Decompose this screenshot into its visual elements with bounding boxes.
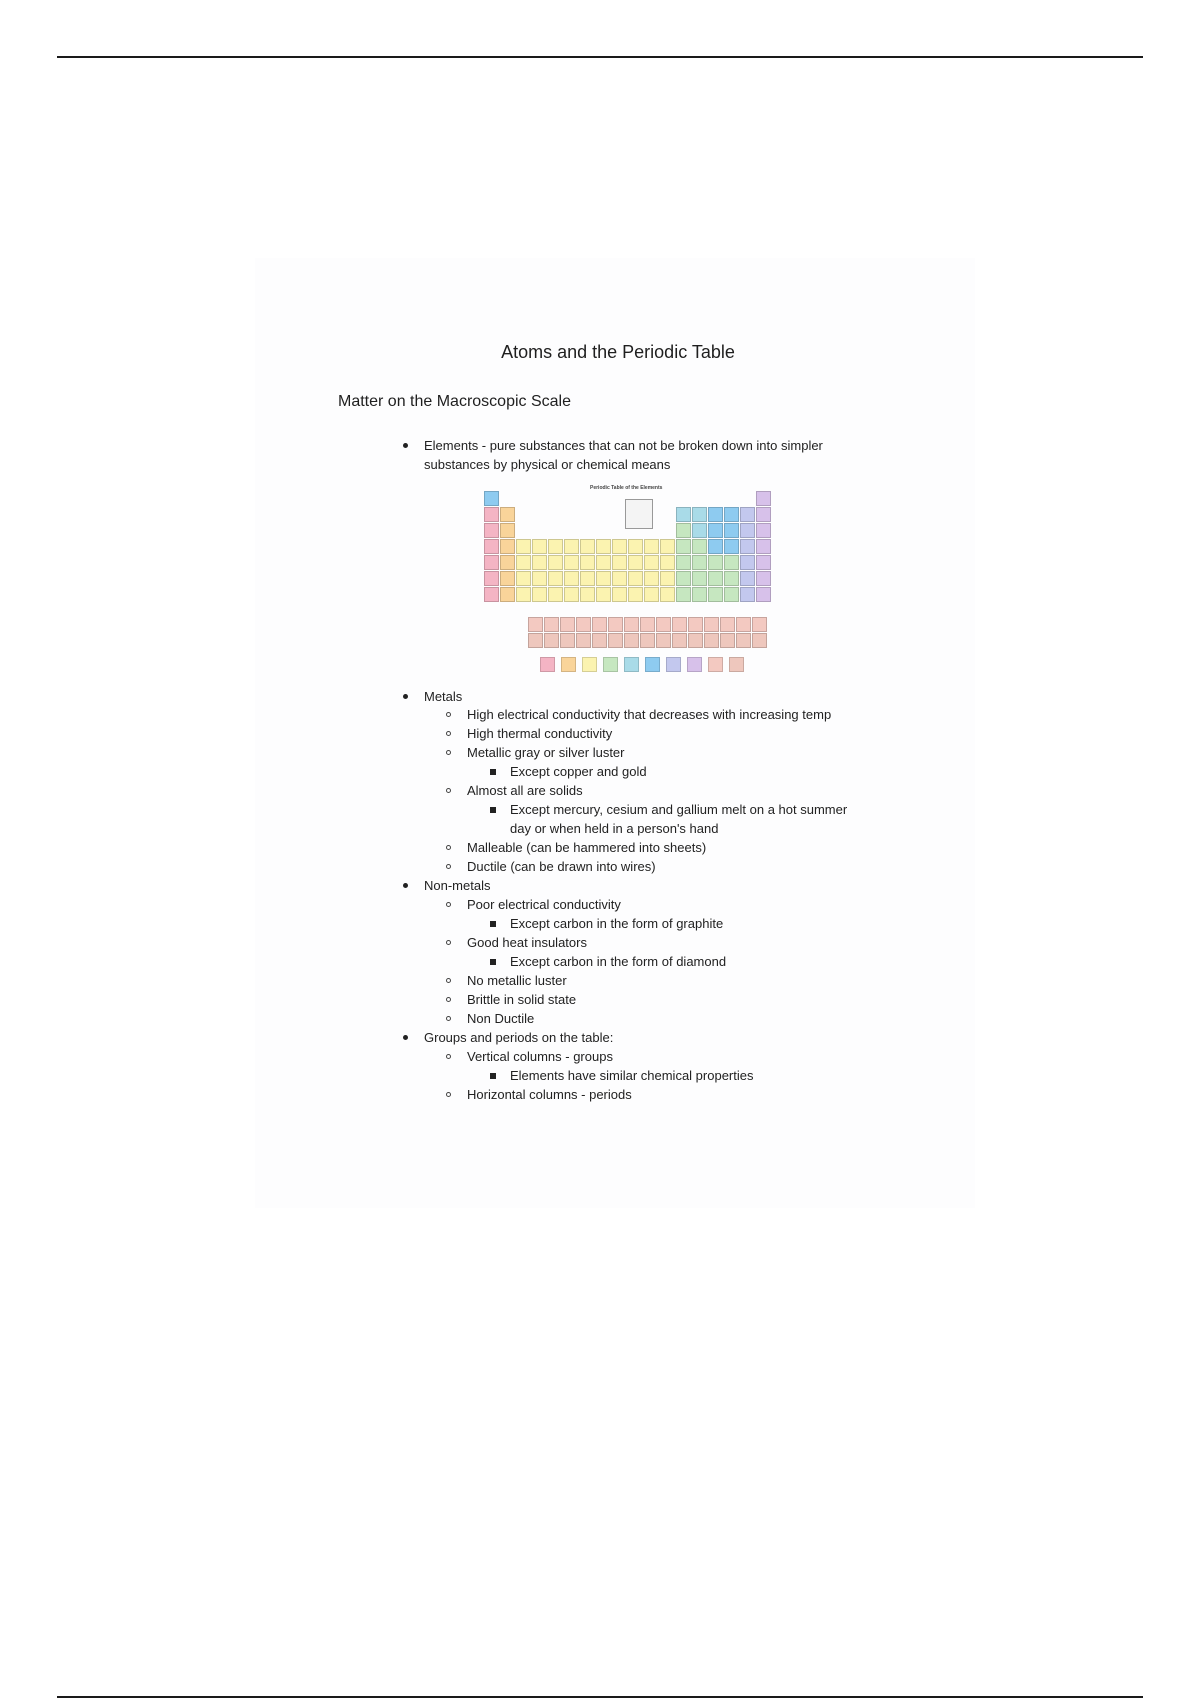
element-cell bbox=[628, 539, 643, 554]
list-item-text: Malleable (can be hammered into sheets) bbox=[467, 840, 707, 855]
element-cell bbox=[676, 571, 691, 586]
element-cell bbox=[532, 587, 547, 602]
element-cell bbox=[612, 555, 627, 570]
element-cell bbox=[644, 587, 659, 602]
element-cell bbox=[564, 571, 579, 586]
element-cell bbox=[516, 539, 531, 554]
list-item-text: Metallic gray or silver luster bbox=[467, 745, 625, 760]
element-cell bbox=[532, 571, 547, 586]
bullet-circle-icon bbox=[446, 712, 451, 717]
list-item-text: Except mercury, cesium and gallium melt on a hot summer bbox=[510, 802, 848, 817]
element-cell bbox=[612, 587, 627, 602]
element-cell bbox=[484, 507, 499, 522]
bullet-disc-icon bbox=[403, 883, 408, 888]
element-cell bbox=[516, 587, 531, 602]
element-cell bbox=[644, 539, 659, 554]
element-cell bbox=[516, 555, 531, 570]
bullet-circle-icon bbox=[446, 978, 451, 983]
periodic-table-image bbox=[480, 483, 802, 681]
list-item-text: Non-metals bbox=[424, 878, 491, 893]
element-cell bbox=[500, 539, 515, 554]
element-cell bbox=[592, 633, 607, 648]
list-item-text: Poor electrical conductivity bbox=[467, 897, 621, 912]
element-cell bbox=[708, 571, 723, 586]
list-item-text: Brittle in solid state bbox=[467, 992, 577, 1007]
list-item-text: Except copper and gold bbox=[510, 764, 647, 779]
legend-swatch bbox=[603, 657, 618, 672]
element-cell bbox=[500, 571, 515, 586]
element-cell bbox=[752, 633, 767, 648]
element-cell bbox=[544, 617, 559, 632]
element-cell bbox=[608, 633, 623, 648]
element-cell bbox=[528, 617, 543, 632]
element-cell bbox=[724, 571, 739, 586]
element-cell bbox=[656, 633, 671, 648]
element-cell bbox=[756, 491, 771, 506]
element-cell bbox=[756, 555, 771, 570]
element-cell bbox=[548, 587, 563, 602]
element-cell bbox=[580, 587, 595, 602]
element-cell bbox=[708, 523, 723, 538]
element-cell bbox=[564, 555, 579, 570]
element-cell bbox=[756, 587, 771, 602]
element-cell bbox=[576, 617, 591, 632]
element-cell bbox=[756, 539, 771, 554]
element-cell bbox=[548, 539, 563, 554]
element-cell bbox=[596, 555, 611, 570]
element-cell bbox=[736, 633, 751, 648]
list-item-text: Metals bbox=[424, 689, 463, 704]
element-cell bbox=[676, 523, 691, 538]
element-cell bbox=[660, 555, 675, 570]
list-item-text: substances by physical or chemical means bbox=[424, 457, 671, 472]
element-cell bbox=[596, 587, 611, 602]
bullet-square-icon bbox=[490, 769, 496, 775]
element-cell bbox=[708, 587, 723, 602]
element-cell bbox=[740, 507, 755, 522]
element-cell bbox=[560, 617, 575, 632]
legend-swatch bbox=[645, 657, 660, 672]
element-cell bbox=[660, 571, 675, 586]
element-cell bbox=[672, 617, 687, 632]
legend-swatch bbox=[729, 657, 744, 672]
bullet-circle-icon bbox=[446, 845, 451, 850]
element-cell bbox=[708, 507, 723, 522]
element-cell bbox=[596, 539, 611, 554]
element-cell bbox=[692, 555, 707, 570]
element-cell bbox=[708, 555, 723, 570]
element-cell bbox=[484, 555, 499, 570]
list-item-text: Except carbon in the form of diamond bbox=[510, 954, 727, 969]
bullet-circle-icon bbox=[446, 997, 451, 1002]
legend-swatch bbox=[540, 657, 555, 672]
list-item-text: Good heat insulators bbox=[467, 935, 587, 950]
element-cell bbox=[720, 617, 735, 632]
periodic-table-title: Periodic Table of the Elements bbox=[590, 485, 663, 491]
list-item-text: Except carbon in the form of graphite bbox=[510, 916, 724, 931]
element-cell bbox=[484, 523, 499, 538]
bullet-disc-icon bbox=[403, 443, 408, 448]
element-cell bbox=[640, 633, 655, 648]
element-cell bbox=[740, 555, 755, 570]
bullet-circle-icon bbox=[446, 1054, 451, 1059]
list-item-text: Horizontal columns - periods bbox=[467, 1087, 632, 1102]
element-cell bbox=[580, 571, 595, 586]
element-cell bbox=[688, 617, 703, 632]
legend-swatch bbox=[561, 657, 576, 672]
element-cell bbox=[596, 571, 611, 586]
element-cell bbox=[484, 571, 499, 586]
element-cell bbox=[528, 633, 543, 648]
bullet-circle-icon bbox=[446, 902, 451, 907]
element-cell bbox=[548, 571, 563, 586]
element-cell bbox=[548, 555, 563, 570]
legend-swatch bbox=[624, 657, 639, 672]
bullet-circle-icon bbox=[446, 750, 451, 755]
element-cell bbox=[484, 539, 499, 554]
list-item-text: Vertical columns - groups bbox=[467, 1049, 613, 1064]
element-cell bbox=[484, 491, 499, 506]
element-cell bbox=[612, 539, 627, 554]
element-cell bbox=[724, 523, 739, 538]
bullet-circle-icon bbox=[446, 1016, 451, 1021]
element-cell bbox=[628, 555, 643, 570]
element-cell bbox=[656, 617, 671, 632]
element-cell bbox=[756, 523, 771, 538]
element-cell bbox=[660, 587, 675, 602]
list-item-text: Ductile (can be drawn into wires) bbox=[467, 859, 656, 874]
element-cell bbox=[724, 587, 739, 602]
element-cell bbox=[628, 571, 643, 586]
legend-swatch bbox=[666, 657, 681, 672]
list-item-text: day or when held in a person's hand bbox=[510, 821, 719, 836]
element-cell bbox=[580, 539, 595, 554]
element-cell bbox=[692, 523, 707, 538]
element-cell bbox=[724, 539, 739, 554]
element-cell bbox=[692, 539, 707, 554]
element-cell bbox=[724, 555, 739, 570]
element-cell bbox=[660, 539, 675, 554]
list-item-text: No metallic luster bbox=[467, 973, 567, 988]
element-cell bbox=[564, 539, 579, 554]
section-heading: Matter on the Macroscopic Scale bbox=[338, 393, 571, 410]
element-cell bbox=[516, 571, 531, 586]
legend-swatch bbox=[708, 657, 723, 672]
element-cell bbox=[708, 539, 723, 554]
bullet-square-icon bbox=[490, 807, 496, 813]
bullet-square-icon bbox=[490, 959, 496, 965]
bullet-circle-icon bbox=[446, 788, 451, 793]
element-cell bbox=[704, 633, 719, 648]
element-cell bbox=[692, 507, 707, 522]
element-cell bbox=[576, 633, 591, 648]
element-cell bbox=[676, 587, 691, 602]
bullet-circle-icon bbox=[446, 1092, 451, 1097]
element-cell bbox=[644, 555, 659, 570]
element-cell bbox=[676, 539, 691, 554]
element-cell bbox=[640, 617, 655, 632]
element-cell bbox=[740, 539, 755, 554]
bullet-circle-icon bbox=[446, 940, 451, 945]
list-item-text: Almost all are solids bbox=[467, 783, 583, 798]
list-item-text: Elements - pure substances that can not be broken down into simpler bbox=[424, 438, 823, 453]
bullet-square-icon bbox=[490, 921, 496, 927]
legend-swatch bbox=[687, 657, 702, 672]
element-cell bbox=[676, 507, 691, 522]
legend-swatch bbox=[582, 657, 597, 672]
element-cell bbox=[612, 571, 627, 586]
element-cell bbox=[740, 571, 755, 586]
list-item-text: Non Ductile bbox=[467, 1011, 535, 1026]
element-cell bbox=[704, 617, 719, 632]
element-cell bbox=[672, 633, 687, 648]
bullet-circle-icon bbox=[446, 864, 451, 869]
element-cell bbox=[740, 523, 755, 538]
element-cell bbox=[500, 523, 515, 538]
element-cell bbox=[752, 617, 767, 632]
element-cell bbox=[500, 555, 515, 570]
element-cell bbox=[644, 571, 659, 586]
page-title: Atoms and the Periodic Table bbox=[501, 342, 735, 362]
element-cell bbox=[756, 507, 771, 522]
bullet-square-icon bbox=[490, 1073, 496, 1079]
element-key-box bbox=[625, 499, 653, 529]
element-cell bbox=[720, 633, 735, 648]
element-cell bbox=[544, 633, 559, 648]
bullet-disc-icon bbox=[403, 694, 408, 699]
element-cell bbox=[624, 633, 639, 648]
list-item-text: High thermal conductivity bbox=[467, 726, 613, 741]
element-cell bbox=[724, 507, 739, 522]
element-cell bbox=[692, 587, 707, 602]
bottom-rule bbox=[57, 1696, 1143, 1698]
top-rule bbox=[57, 56, 1143, 58]
element-cell bbox=[692, 571, 707, 586]
bullet-disc-icon bbox=[403, 1035, 408, 1040]
element-cell bbox=[628, 587, 643, 602]
element-cell bbox=[624, 617, 639, 632]
element-cell bbox=[580, 555, 595, 570]
element-cell bbox=[500, 587, 515, 602]
element-cell bbox=[608, 617, 623, 632]
bullet-circle-icon bbox=[446, 731, 451, 736]
element-cell bbox=[736, 617, 751, 632]
list-item-text: Groups and periods on the table: bbox=[424, 1030, 614, 1045]
element-cell bbox=[740, 587, 755, 602]
element-cell bbox=[592, 617, 607, 632]
element-cell bbox=[560, 633, 575, 648]
element-cell bbox=[676, 555, 691, 570]
element-cell bbox=[688, 633, 703, 648]
element-cell bbox=[532, 539, 547, 554]
list-item-text: High electrical conductivity that decreases with increasing temp bbox=[467, 707, 832, 722]
element-cell bbox=[500, 507, 515, 522]
element-cell bbox=[532, 555, 547, 570]
element-cell bbox=[756, 571, 771, 586]
list-item-text: Elements have similar chemical properties bbox=[510, 1068, 754, 1083]
element-cell bbox=[564, 587, 579, 602]
element-cell bbox=[484, 587, 499, 602]
